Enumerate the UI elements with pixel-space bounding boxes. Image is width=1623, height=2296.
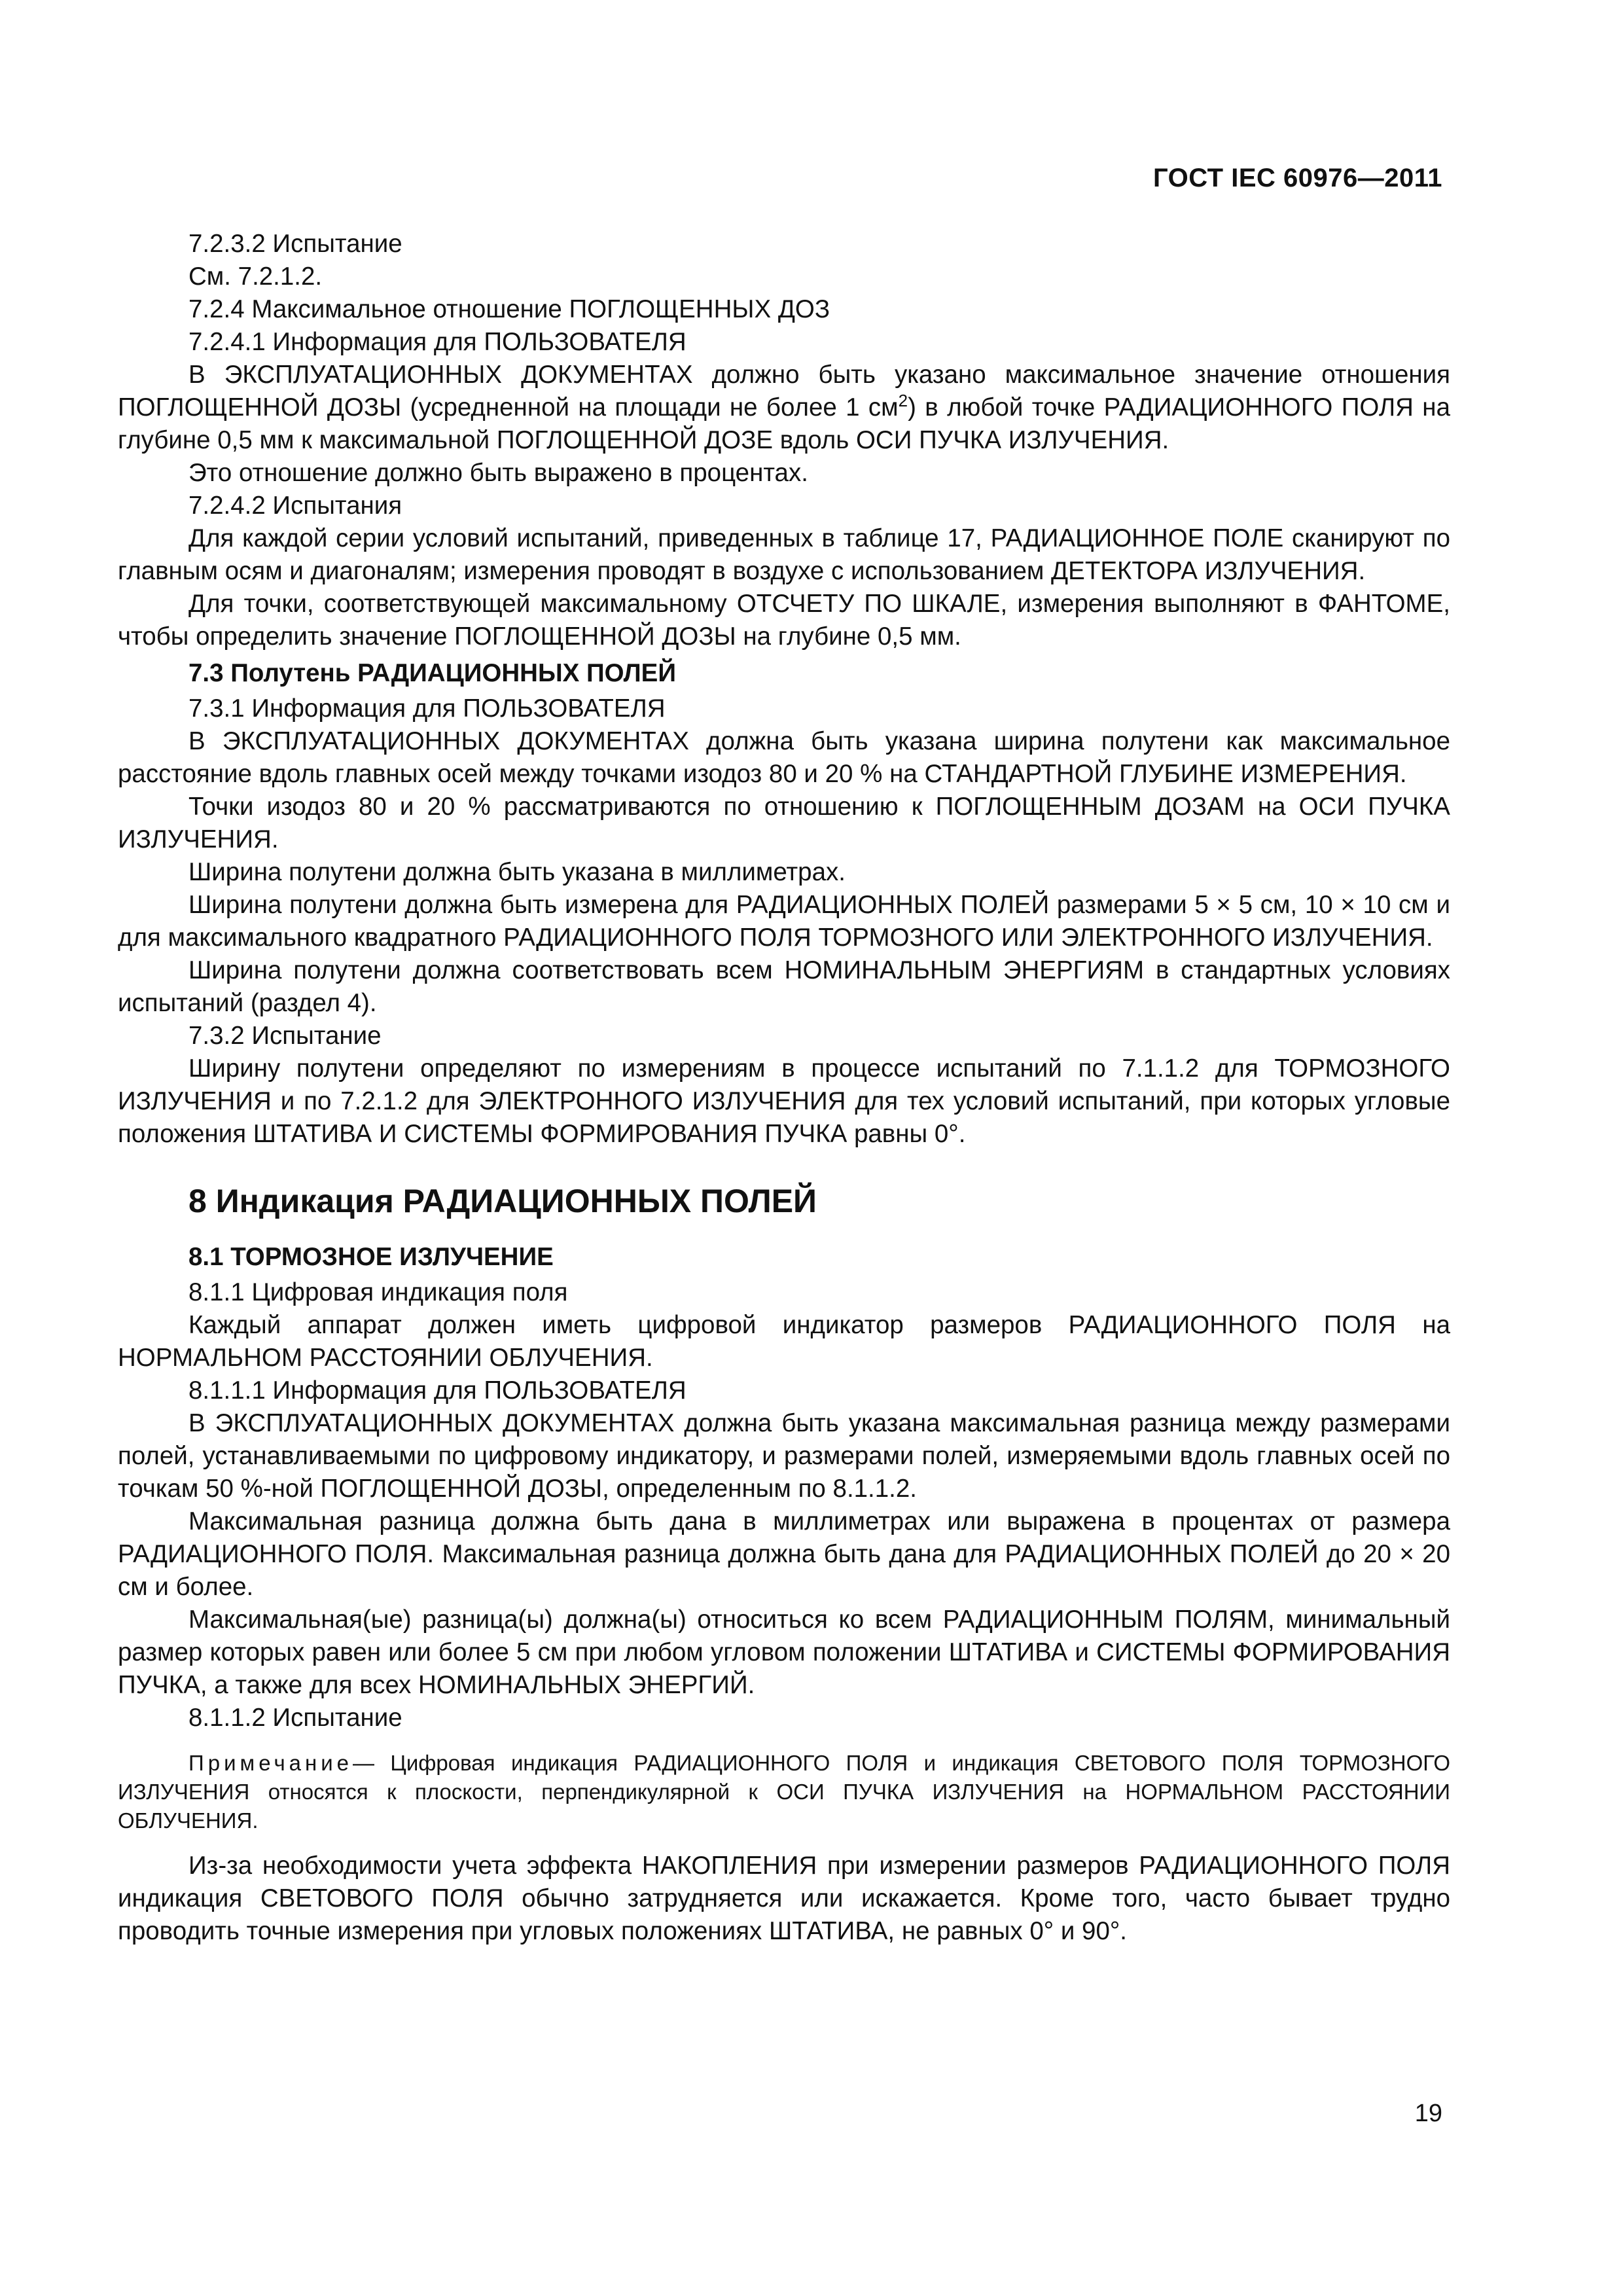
paragraph: Из-за необходимости учета эффекта НАКОПЛЕНИЯ при измерении размеров РАДИАЦИОННОГО ПОЛЯ индикация СВЕТОВОГО ПОЛЯ обычно затрудняется или искажается. Кроме того, часто бывает трудно проводить точные измерения при угловых положениях ШТАТИВА, не равных 0° и 90°. <box>118 1852 1450 1945</box>
paragraph: Ширина полутени должна быть измерена для РАДИАЦИОННЫХ ПОЛЕЙ размерами 5 × 5 см, 10 × 10 см и для максимального квадратного РАДИАЦИОННОГО ПОЛЯ ТОРМОЗНОГО ИЛИ ЭЛЕКТРОННОГО ИЗЛУЧЕНИЯ. <box>118 891 1450 952</box>
paragraph: Каждый аппарат должен иметь цифровой индикатор размеров РАДИАЦИОННОГО ПОЛЯ на НОРМАЛЬНОМ РАССТОЯНИИ ОБЛУЧЕНИЯ. <box>118 1311 1450 1372</box>
paragraph: В ЭКСПЛУАТАЦИОННЫХ ДОКУМЕНТАХ должна быть указана максимальная разница между размерами полей, устанавливаемыми по цифровому индикатору, и размерами полей, измеряемыми вдоль главных осей по точкам 50 %-ной ПОГЛОЩЕННОЙ ДОЗЫ, определенным по 8.1.1.2. <box>118 1409 1450 1503</box>
chapter-heading: 8 Индикация РАДИАЦИОННЫХ ПОЛЕЙ <box>188 1183 817 1219</box>
clause-heading: 7.3.1 Информация для ПОЛЬЗОВАТЕЛЯ <box>188 694 666 723</box>
paragraph-text: В ЭКСПЛУАТАЦИОННЫХ ДОКУМЕНТАХ должно быть указано максимальное значение отношения ПОГЛОЩЕННОЙ ДОЗЫ (усредненной на площади не более 1 см <box>118 361 1450 422</box>
paragraph: Максимальная разница должна быть дана в миллиметрах или выражена в процентах от размера РАДИАЦИОННОГО ПОЛЯ. Максимальная разница должна быть дана для РАДИАЦИОННЫХ ПОЛЕЙ до 20 × 20 см и более. <box>118 1507 1450 1601</box>
paragraph: Это отношение должно быть выражено в процентах. <box>188 459 808 487</box>
section-heading: 7.3 Полутень РАДИАЦИОННЫХ ПОЛЕЙ <box>188 659 677 687</box>
clause-heading: 8.1.1.1 Информация для ПОЛЬЗОВАТЕЛЯ <box>188 1376 687 1405</box>
paragraph: В ЭКСПЛУАТАЦИОННЫХ ДОКУМЕНТАХ должна быть указана ширина полутени как максимальное расстояние вдоль главных осей между точками изодоз 80 и 20 % на СТАНДАРТНОЙ ГЛУБИНЕ ИЗМЕРЕНИЯ. <box>118 727 1450 788</box>
document-body <box>118 228 1450 1948</box>
document-header-id: ГОСТ IEC 60976—2011 <box>1153 164 1442 192</box>
note <box>118 1749 1450 1835</box>
paragraph: Для каждой серии условий испытаний, приведенных в таблице 17, РАДИАЦИОННОЕ ПОЛЕ сканируют по главным осям и диагоналям; измерения проводят в воздухе с использованием ДЕТЕКТОРА ИЗЛУЧЕНИЯ. <box>118 524 1450 585</box>
clause-heading: 7.2.3.2 Испытание <box>188 230 402 258</box>
note-text: — Цифровая индикация РАДИАЦИОННОГО ПОЛЯ и индикация СВЕТОВОГО ПОЛЯ ТОРМОЗНОГО ИЗЛУЧЕНИЯ относятся к плоскости, перпендикулярной к ОСИ ПУЧКА ИЗЛУЧЕНИЯ на НОРМАЛЬНОМ РАССТОЯНИИ ОБЛУЧЕНИЯ. <box>118 1751 1450 1833</box>
note-label: Примечание <box>188 1751 353 1775</box>
clause-heading: 7.3.2 Испытание <box>188 1022 382 1050</box>
paragraph: Точки изодоз 80 и 20 % рассматриваются по отношению к ПОГЛОЩЕННЫМ ДОЗАМ на ОСИ ПУЧКА ИЗЛУЧЕНИЯ. <box>118 793 1450 853</box>
paragraph: Максимальная(ые) разница(ы) должна(ы) относиться ко всем РАДИАЦИОННЫМ ПОЛЯМ, минимальный размер которых равен или более 5 см при любом угловом положении ШТАТИВА и СИСТЕМЫ ФОРМИРОВАНИЯ ПУЧКА, а также для всех НОМИНАЛЬНЫХ ЭНЕРГИЙ. <box>118 1605 1450 1699</box>
paragraph: Ширина полутени должна быть указана в миллиметрах. <box>188 858 846 886</box>
section-heading: 8.1 ТОРМОЗНОЕ ИЗЛУЧЕНИЕ <box>188 1243 554 1271</box>
paragraph <box>118 359 1450 457</box>
clause-heading: 7.2.4.1 Информация для ПОЛЬЗОВАТЕЛЯ <box>188 328 687 356</box>
superscript: 2 <box>898 391 908 411</box>
paragraph-text: ) в любой точке РАДИАЦИОННОГО ПОЛЯ на глубине 0,5 мм к максимальной ПОГЛОЩЕННОЙ ДОЗЕ вдоль ОСИ ПУЧКА ИЗЛУЧЕНИЯ. <box>118 393 1450 454</box>
paragraph: Ширина полутени должна соответствовать всем НОМИНАЛЬНЫМ ЭНЕРГИЯМ в стандартных условиях испытаний (раздел 4). <box>118 956 1450 1017</box>
paragraph: См. 7.2.1.2. <box>188 262 323 291</box>
clause-heading: 7.2.4 Максимальное отношение ПОГЛОЩЕННЫХ ДОЗ <box>188 295 830 323</box>
page-number: 19 <box>1414 2100 1442 2127</box>
paragraph: Для точки, соответствующей максимальному ОТСЧЕТУ ПО ШКАЛЕ, измерения выполняют в ФАНТОМЕ, чтобы определить значение ПОГЛОЩЕННОЙ ДОЗЫ на глубине 0,5 мм. <box>118 590 1450 651</box>
paragraph: Ширину полутени определяют по измерениям в процессе испытаний по 7.1.1.2 для ТОРМОЗНОГО ИЗЛУЧЕНИЯ и по 7.2.1.2 для ЭЛЕКТРОННОГО ИЗЛУЧЕНИЯ для тех условий испытаний, при которых угловые положения ШТАТИВА И СИСТЕМЫ ФОРМИРОВАНИЯ ПУЧКА равны 0°. <box>118 1054 1450 1148</box>
clause-heading: 7.2.4.2 Испытания <box>188 492 402 520</box>
clause-heading: 8.1.1 Цифровая индикация поля <box>188 1278 568 1306</box>
clause-heading: 8.1.1.2 Испытание <box>188 1704 402 1732</box>
